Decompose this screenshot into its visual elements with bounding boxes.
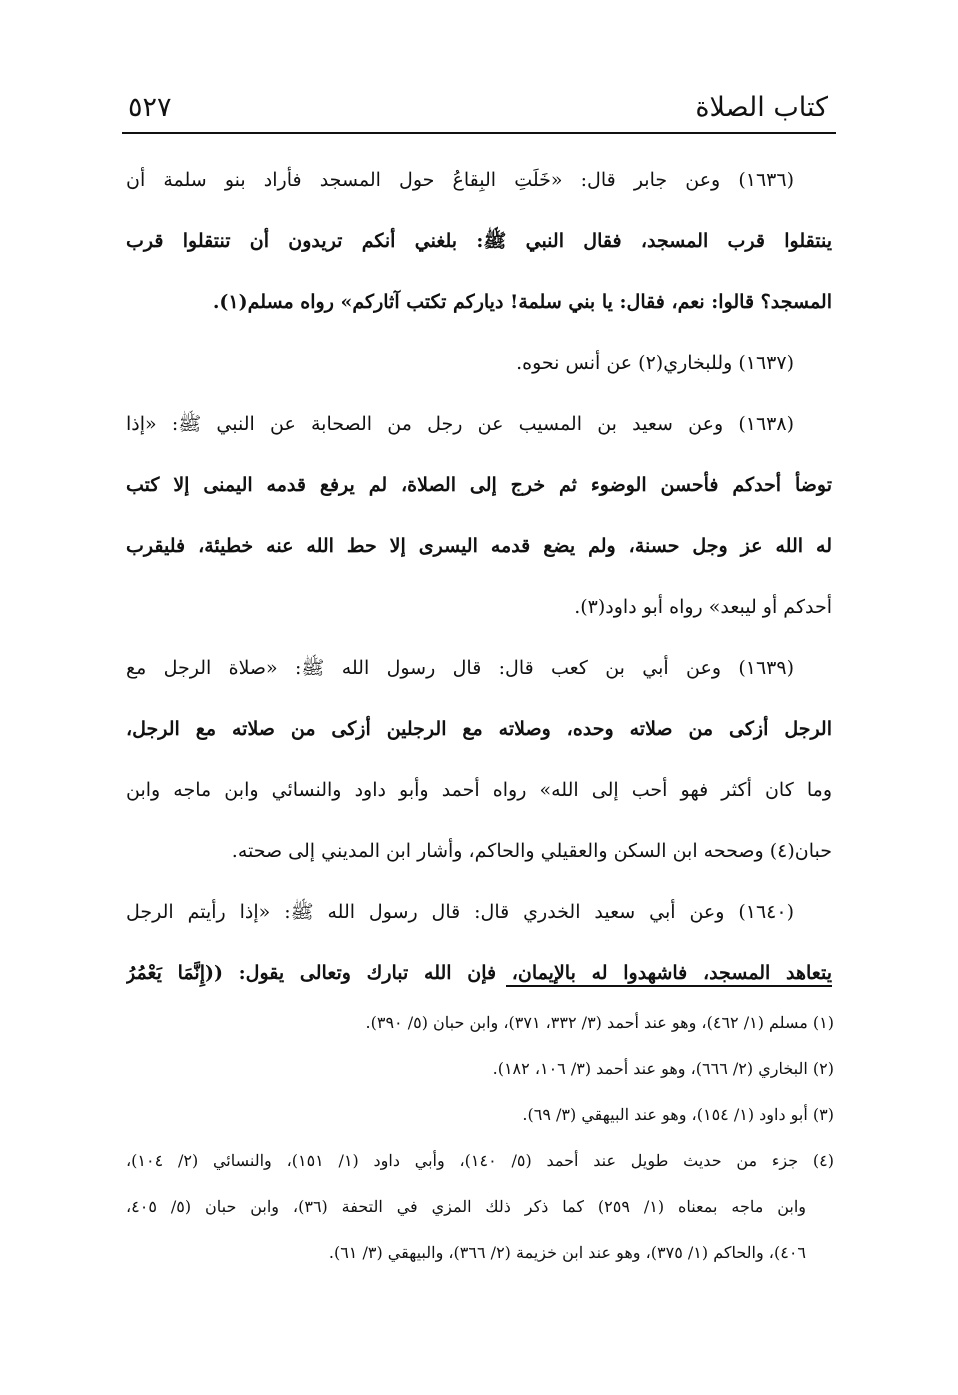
text-line: توضأ أحدكم فأحسن الوضوء ثم خرج إلى الصلاة، لم يرفع قدمه اليمنى إلا كتب <box>126 474 832 496</box>
chapter-title: كتاب الصلاة <box>695 92 828 123</box>
text-line: (١٦٣٦) وعن جابر قال: «خَلَتِ البِقاعُ حول المسجد فأراد بنو سلمة أن <box>126 169 794 191</box>
hadith-1637 <box>126 333 832 394</box>
text-line: المسجد؟ قالوا: نعم، فقال: يا بني سلمة! دياركم تكتب آثاركم» رواه مسلم(١). <box>212 291 832 313</box>
footnote: (٣) أبو داود (١/ ١٥٤)، وهو عند البيهقي (٣/ ٦٩). <box>522 1105 834 1124</box>
text-line: (١٦٣٨) وعن سعيد بن المسيب عن رجل من الصحابة عن النبي ﷺ: «إذا <box>126 413 794 435</box>
hadith-1638 <box>126 394 832 638</box>
text-line: يتعاهد المسجد، فاشهدوا له بالإيمان، فإن الله تبارك وتعالى يقول: ((إِنَّمَا يَعْمُرُ <box>126 962 832 984</box>
page-header <box>122 88 836 134</box>
text-line: الرجل أزكى من صلاته وحده، وصلاته مع الرجلين أزكى من صلاته مع الرجل، <box>126 718 832 740</box>
footnote-continuation: وابن ماجه بمعناه (١/ ٢٥٩) كما ذكر ذلك المزي في التحفة (٣٦)، وابن حبان (٥/ ٤٠٥، <box>126 1197 806 1216</box>
text-line: وما كان أكثر فهو أحب إلى الله» رواه أحمد وأبو داود والنسائي وابن ماجه وابن <box>126 779 832 801</box>
footnotes <box>126 1000 834 1276</box>
text-line: (١٦٤٠) وعن أبي سعيد الخدري قال: قال رسول الله ﷺ: «إذا رأيتم الرجل <box>126 901 794 923</box>
hadith-1639 <box>126 638 832 882</box>
text-line: حبان(٤) وصححه ابن السكن والعقيلي والحاكم، وأشار ابن المديني إلى صحته. <box>231 840 832 862</box>
text-line: (١٦٣٩) وعن أبي بن كعب قال: قال رسول الله ﷺ: «صلاة الرجل مع <box>126 657 794 679</box>
text-line: له الله عز وجل حسنة، ولم يضع قدمه اليسرى إلا حط الله عنه خطيئة، فليقرب <box>126 535 832 557</box>
footnote: (٢) البخاري (٢/ ٦٦٦)، وهو عند أحمد (٣/ ١٠٦، ١٨٢). <box>492 1059 834 1078</box>
text-line: ينتقلوا قرب المسجد، فقال النبي ﷺ: بلغني أنكم تريدون أن تنتقلوا قرب <box>126 230 832 252</box>
text-line: أحدكم أو ليبعد» رواه أبو داود(٣). <box>574 596 832 618</box>
footnote-continuation: ٤٠٦)، والحاكم (١/ ٣٧٥)، وهو عند ابن خزيمة (٢/ ٣٦٦)، والبيهقي (٣/ ٦١). <box>328 1243 806 1262</box>
page-number: ٥٢٧ <box>128 92 172 123</box>
text-line: (١٦٣٧) وللبخاري(٢) عن أنس نحوه. <box>516 352 794 374</box>
footnote: (٤) جزء من حديث طويل عند أحمد (٥/ ١٤٠)، وأبي داود (١/ ١٥١)، والنسائي (٢/ ١٠٤)، <box>126 1151 834 1170</box>
footnote-divider <box>506 985 832 987</box>
footnote: (١) مسلم (١/ ٤٦٢)، وهو عند أحمد (٣/ ٣٣٢، ٣٧١)، وابن حبان (٥/ ٣٩٠). <box>365 1013 834 1032</box>
hadith-1636 <box>126 150 832 333</box>
main-text <box>126 150 832 1004</box>
